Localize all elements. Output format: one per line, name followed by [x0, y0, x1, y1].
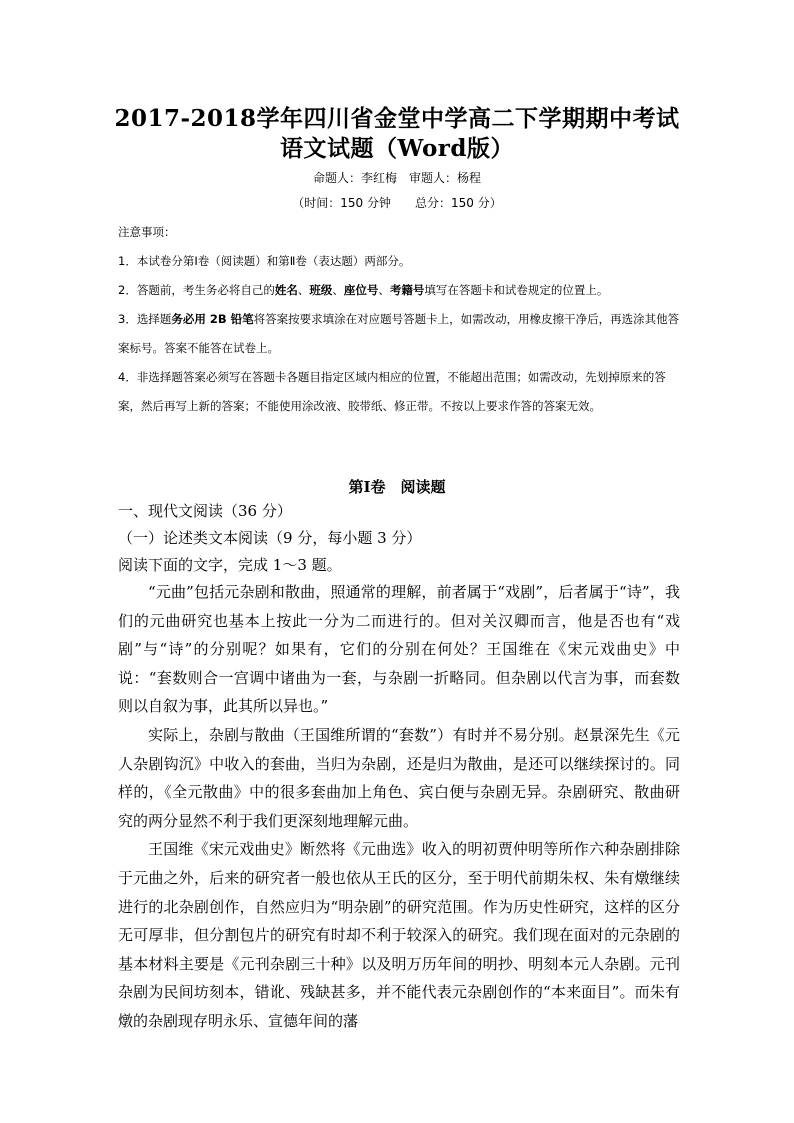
note-2-text-c: 填写在答题卡和试卷规定的位置上。: [424, 283, 609, 297]
note-2-sep-3: 、: [378, 283, 390, 297]
passage-paragraph-1: “元曲”包括元杂剧和散曲，照通常的理解，前者属于“戏剧”，后者属于“诗”，我们的元曲研究也基本上按此一分为二而进行的。但对关汉卿而言，他是否也有“戏剧”与“诗”的分别呢？如果有，它们的分别在何处？王国维在《宋元戏曲史》中说：“套数则合一宫调中诸曲为一套，与杂剧一折略同。但杂剧以代言为事，而套数则以自叙为事，此其所以异也。”: [118, 583, 680, 716]
part-1-heading: 一、现代文阅读（36 分）: [118, 502, 292, 520]
exam-authors: 命题人：李红梅 审题人：杨程: [312, 171, 481, 185]
note-1: 1．本试卷分第Ⅰ卷（阅读题）和第Ⅱ卷（表达题）两部分。: [118, 254, 411, 268]
note-2-sep-2: 、: [332, 283, 344, 297]
exam-time-score: （时间：150 分钟 总分：150 分）: [292, 196, 502, 210]
note-3-text-a: 3．选择题: [118, 312, 172, 326]
exam-title-line-2: 语文试题（Word版）: [280, 135, 514, 162]
note-3: [118, 305, 684, 363]
note-2-sep-1: 、: [297, 283, 310, 297]
section-title: 第Ⅰ卷 阅读题: [348, 478, 446, 496]
note-2-exam-id: 考籍号: [389, 283, 425, 297]
note-2: [118, 276, 684, 305]
note-3-pencil: 务必用 2B 铅笔: [171, 312, 254, 326]
note-3-text-c: 将答案按要求填涂在对应题号答题卡上，如需改动，用橡皮擦干净后，再选涂其他答案标号。答案不能答在试卷上。: [118, 312, 680, 355]
reading-passage: [118, 578, 680, 1036]
passage-paragraph-3: 王国维《宋元戏曲史》断然将《元曲选》收入的明初贾仲明等所作六种杂剧排除于元曲之外，后来的研究者一般也依从王氏的区分，至于明代前期朱权、朱有燉继续进行的北杂剧创作，自然应归为“明杂剧”的研究范围。作为历史性研究，这样的区分无可厚非，但分割包片的研究有时却不利于较深入的研究。我们现在面对的元杂剧的基本材料主要是《元刊杂剧三十种》以及明万历年间的明抄、明刻本元人杂剧。元刊杂剧为民间坊刻本，错讹、残缺甚多，并不能代表元杂剧创作的“本来面目”。而朱有燉的杂剧现存明永乐、宣德年间的藩: [118, 840, 680, 1030]
note-2-text-a: 2．答题前，考生务必将自己的: [118, 283, 275, 297]
reading-instruction: 阅读下面的文字，完成 1～3 题。: [118, 556, 342, 574]
notes-heading: 注意事项：: [118, 225, 176, 239]
note-4: 4．非选择题答案必须写在答题卡各题目指定区域内相应的位置，不能超出范围；如需改动，先划掉原来的答案，然后再写上新的答案；不能使用涂改液、胶带纸、修正带。不按以上要求作答的答案无效。: [118, 370, 666, 413]
note-2-class: 班级: [309, 283, 333, 297]
part-1-subheading: （一）论述类文本阅读（9 分，每小题 3 分）: [118, 529, 422, 547]
note-2-seat: 座位号: [343, 283, 379, 297]
exam-title-line-1: 2017-2018学年四川省金堂中学高二下学期期中考试: [114, 105, 680, 132]
note-2-name: 姓名: [274, 283, 298, 297]
passage-paragraph-2: 实际上，杂剧与散曲（王国维所谓的“套数”）有时并不易分别。赵景深先生《元人杂剧钩沉》中收入的套曲，当归为杂剧，还是归为散曲，是还可以继续探讨的。同样的，《全元散曲》中的很多套曲加上角色、宾白便与杂剧无异。杂剧研究、散曲研究的两分显然不利于我们更深刻地理解元曲。: [118, 725, 680, 830]
